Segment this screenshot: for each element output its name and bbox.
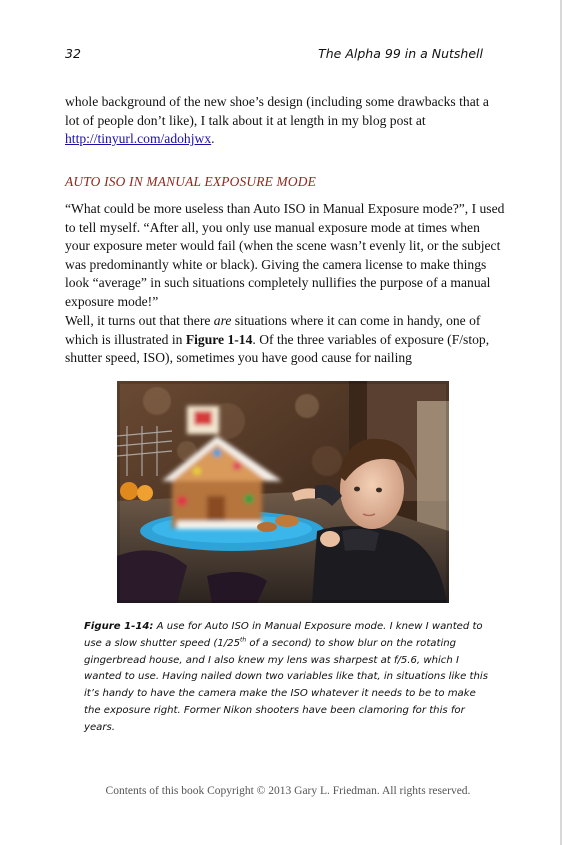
caption-text-end: of a second) to show blur on the rotating gingerbread house, and I also knew my lens was sharpest at f/5.6, which I wanted to use. Having nailed down two variables like that, in situations like this it’s handy to have the camera make the ISO whatever it needs to be to make the exposure right. Former Nikon shooters have been clamoring for this for years. [84,637,488,733]
body-text: . Of the three variables of exposure (F/stop, shutter speed, ISO), sometimes you have good cause for nailing [65,331,490,365]
emphasis-text: are [213,313,232,328]
caption-label: Figure 1-14: [84,621,154,632]
intro-text-end: . [211,131,215,146]
intro-paragraph [65,93,505,149]
gingerbread-photo [117,381,449,603]
copyright-footer: Contents of this book Copyright © 2013 Gary L. Friedman. All rights reserved. [105,785,471,797]
quote-paragraph: “What could be more useless than Auto ISO in Manual Exposure mode?”, I used to tell myself. “After all, you only use manual exposure mode at times when your exposure meter would fail (when the scene wasn’t evenly lit, or the subject was predominantly white or black). Giving the camera license to make things look “average” in such situations completely nullifies the purpose of a manual exposure mode!” [65,201,505,309]
running-header [65,46,483,66]
caption-text: A use for Auto ISO in Manual Exposure mode. I knew I wanted to use a slow shutter speed (1/25 [84,621,483,649]
body-text: Well, it turns out that there [65,313,214,328]
figure-reference: Figure 1-14 [185,331,253,347]
blog-post-link[interactable]: http://tinyurl.com/adohjwx [65,131,212,146]
book-title: The Alpha 99 in a Nutshell [318,46,483,61]
intro-text: whole background of the new shoe’s design (including some drawbacks that a lot of people don’t like), I talk about it at length in my blog post at [65,94,489,128]
body-text: situations where it can come in handy, one of which is illustrated in [65,313,481,347]
figure-photo [117,381,449,603]
body-paragraph [65,312,505,368]
page-number: 32 [65,46,81,61]
caption-superscript: th [240,636,247,644]
section-heading: AUTO ISO IN MANUAL EXPOSURE MODE [65,174,317,189]
figure-caption [84,619,489,737]
